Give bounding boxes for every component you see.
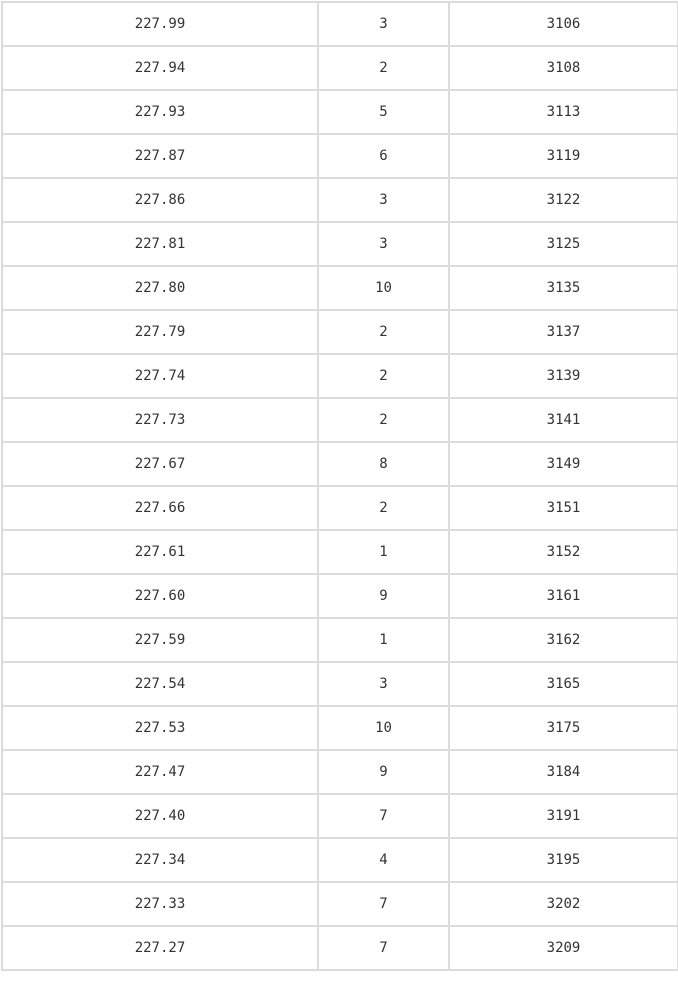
score-cell: 227.27 [2, 926, 318, 970]
score-cell: 227.60 [2, 574, 318, 618]
score-cell: 227.81 [2, 222, 318, 266]
table-row [2, 398, 678, 442]
cumulative-cell: 3152 [449, 530, 678, 574]
cumulative-cell: 3162 [449, 618, 678, 662]
table-row [2, 574, 678, 618]
score-cell: 227.66 [2, 486, 318, 530]
score-cell: 227.93 [2, 90, 318, 134]
table-row [2, 178, 678, 222]
count-cell: 1 [318, 530, 449, 574]
count-cell: 3 [318, 222, 449, 266]
score-cell: 227.73 [2, 398, 318, 442]
table-row [2, 706, 678, 750]
score-cell: 227.40 [2, 794, 318, 838]
score-cell: 227.79 [2, 310, 318, 354]
table-row [2, 926, 678, 970]
table-row [2, 530, 678, 574]
cumulative-cell: 3184 [449, 750, 678, 794]
score-cell: 227.59 [2, 618, 318, 662]
table-row [2, 46, 678, 90]
table-row [2, 838, 678, 882]
table-row [2, 90, 678, 134]
table-row [2, 486, 678, 530]
count-cell: 7 [318, 794, 449, 838]
score-cell: 227.86 [2, 178, 318, 222]
table-row [2, 442, 678, 486]
cumulative-cell: 3135 [449, 266, 678, 310]
count-cell: 3 [318, 178, 449, 222]
cumulative-cell: 3137 [449, 310, 678, 354]
count-cell: 7 [318, 926, 449, 970]
score-table [1, 1, 678, 971]
count-cell: 3 [318, 662, 449, 706]
count-cell: 3 [318, 2, 449, 46]
cumulative-cell: 3165 [449, 662, 678, 706]
table-row [2, 2, 678, 46]
table-row [2, 354, 678, 398]
score-cell: 227.53 [2, 706, 318, 750]
table-row [2, 662, 678, 706]
cumulative-cell: 3139 [449, 354, 678, 398]
cumulative-cell: 3202 [449, 882, 678, 926]
score-cell: 227.99 [2, 2, 318, 46]
count-cell: 10 [318, 266, 449, 310]
cumulative-cell: 3125 [449, 222, 678, 266]
cumulative-cell: 3119 [449, 134, 678, 178]
table-row [2, 134, 678, 178]
score-cell: 227.47 [2, 750, 318, 794]
table-row [2, 882, 678, 926]
score-cell: 227.67 [2, 442, 318, 486]
cumulative-cell: 3106 [449, 2, 678, 46]
table-row [2, 266, 678, 310]
score-cell: 227.54 [2, 662, 318, 706]
table-row [2, 750, 678, 794]
score-cell: 227.33 [2, 882, 318, 926]
count-cell: 7 [318, 882, 449, 926]
cumulative-cell: 3175 [449, 706, 678, 750]
count-cell: 2 [318, 398, 449, 442]
cumulative-cell: 3149 [449, 442, 678, 486]
count-cell: 5 [318, 90, 449, 134]
table-body [2, 2, 678, 970]
cumulative-cell: 3151 [449, 486, 678, 530]
cumulative-cell: 3191 [449, 794, 678, 838]
table-row [2, 222, 678, 266]
count-cell: 10 [318, 706, 449, 750]
cumulative-cell: 3209 [449, 926, 678, 970]
table-row [2, 310, 678, 354]
count-cell: 8 [318, 442, 449, 486]
score-cell: 227.94 [2, 46, 318, 90]
count-cell: 4 [318, 838, 449, 882]
count-cell: 2 [318, 486, 449, 530]
count-cell: 2 [318, 310, 449, 354]
count-cell: 6 [318, 134, 449, 178]
cumulative-cell: 3108 [449, 46, 678, 90]
cumulative-cell: 3113 [449, 90, 678, 134]
score-cell: 227.61 [2, 530, 318, 574]
count-cell: 9 [318, 750, 449, 794]
count-cell: 2 [318, 46, 449, 90]
table-row [2, 794, 678, 838]
score-cell: 227.34 [2, 838, 318, 882]
table-row [2, 618, 678, 662]
count-cell: 2 [318, 354, 449, 398]
cumulative-cell: 3141 [449, 398, 678, 442]
cumulative-cell: 3122 [449, 178, 678, 222]
count-cell: 9 [318, 574, 449, 618]
count-cell: 1 [318, 618, 449, 662]
score-cell: 227.87 [2, 134, 318, 178]
cumulative-cell: 3161 [449, 574, 678, 618]
score-cell: 227.74 [2, 354, 318, 398]
cumulative-cell: 3195 [449, 838, 678, 882]
score-cell: 227.80 [2, 266, 318, 310]
